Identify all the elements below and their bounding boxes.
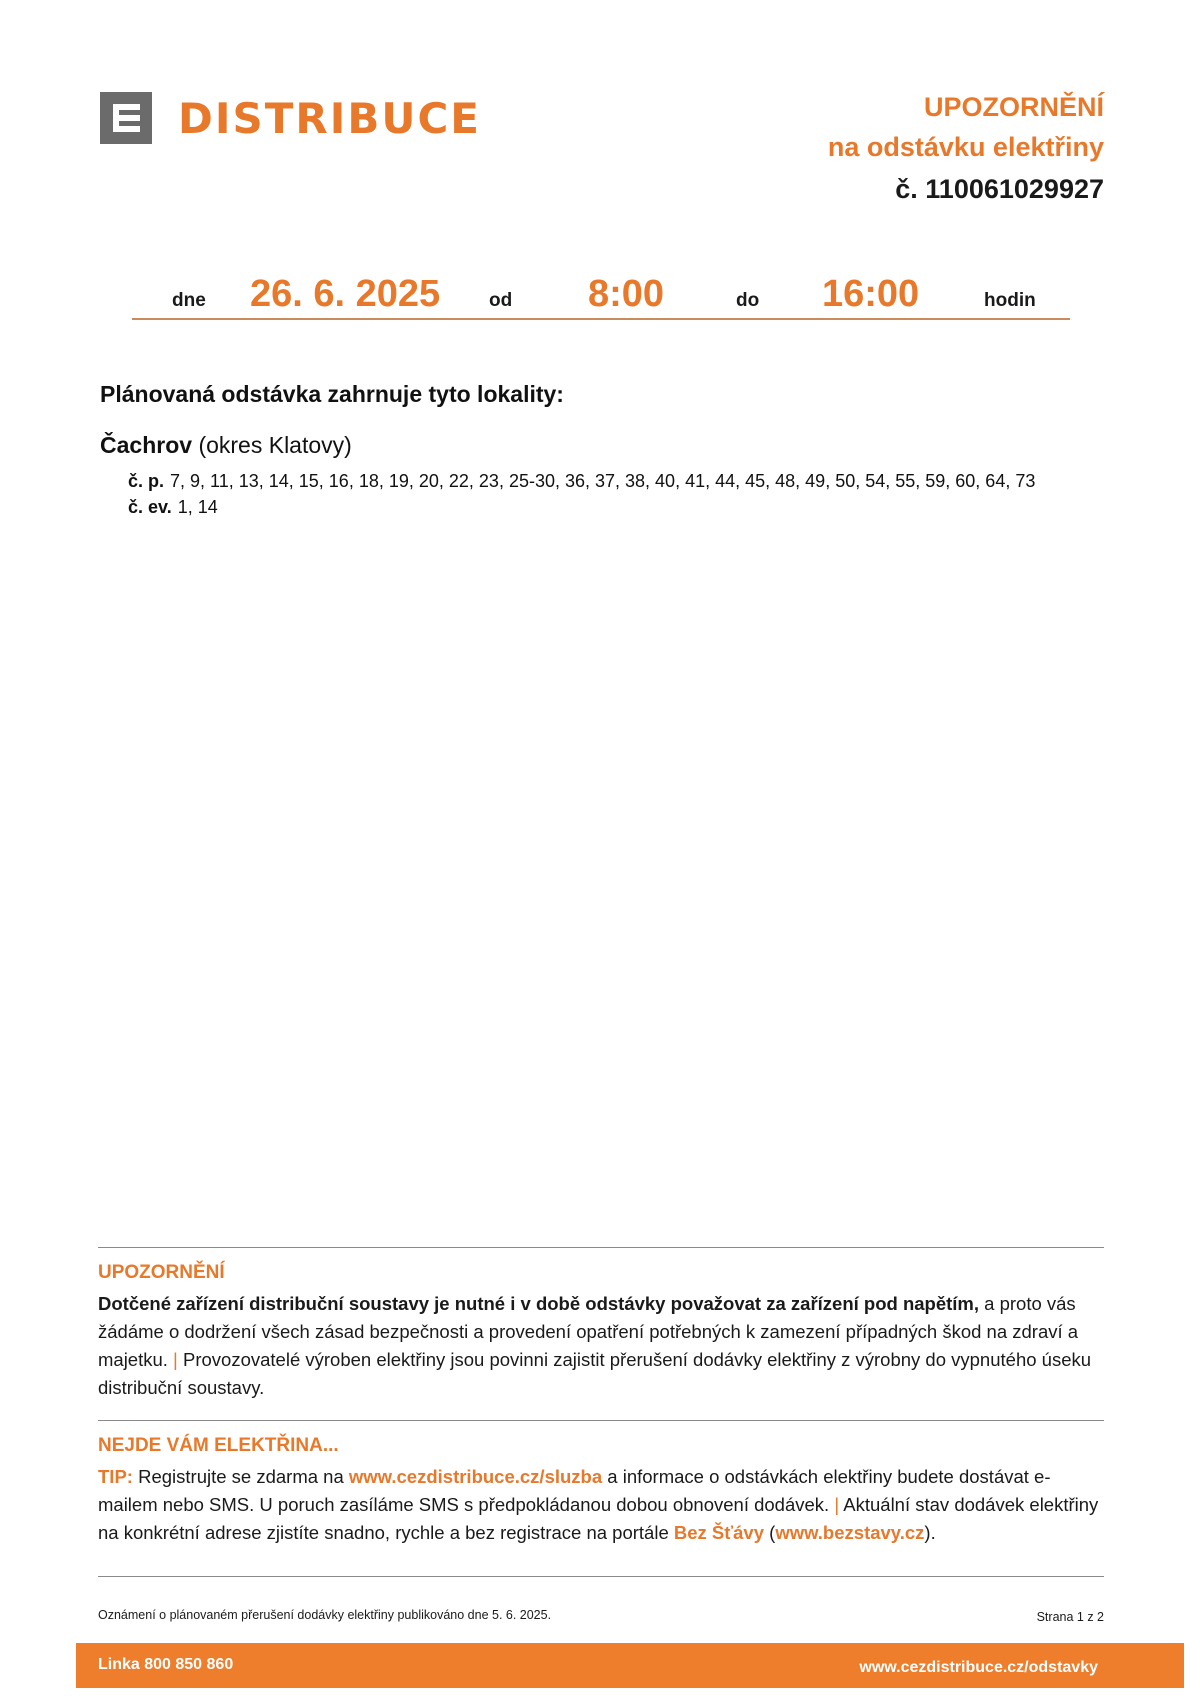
warning-text-2: Provozovatelé výroben elektřiny jsou povinni zajistit přerušení dodávky elektřiny z výrobny do vypnutého úseku distribuční soustavy.	[98, 1349, 1092, 1398]
registration-link[interactable]: www.cezdistribuce.cz/sluzba	[348, 1466, 603, 1487]
cp-values: 7, 9, 11, 13, 14, 15, 16, 18, 19, 20, 22, 23, 25-30, 36, 37, 38, 40, 41, 44, 45, 48, 49, 50, 54, 55, 59, 60, 64, 73	[170, 471, 1036, 491]
warning-text	[98, 1290, 1108, 1402]
tip-text-4: (	[764, 1522, 776, 1543]
tip-label: TIP:	[98, 1466, 133, 1487]
to-time: 16:00	[822, 273, 920, 315]
place-name: Čachrov	[100, 432, 193, 458]
publication-note: Oznámení o plánovaném přerušení dodávky elektřiny publikováno dne 5. 6. 2025.	[98, 1608, 552, 1622]
notice-title: UPOZORNĚNÍ	[923, 92, 1104, 122]
locations-title: Plánovaná odstávka zahrnuje tyto lokality:	[100, 381, 564, 407]
from-time: 8:00	[588, 273, 665, 315]
cez-logo-icon	[100, 92, 152, 144]
ev-values: 1, 14	[177, 497, 218, 517]
hours-label: hodin	[984, 290, 1036, 311]
hotline: Linka 800 850 860	[98, 1656, 234, 1673]
cp-label: č. p.	[128, 471, 165, 491]
warning-text-1: a proto vás žádáme o dodržení všech zásad bezpečnosti a provedení opatření potřebných k zamezení případných škod na zdraví a majetku.	[98, 1293, 1079, 1370]
tip-text-1: Registrujte se zdarma na	[132, 1466, 349, 1487]
brand-logo	[100, 92, 481, 144]
notice-number: č. 110061029927	[895, 174, 1104, 204]
divider	[98, 1576, 1104, 1577]
outage-schedule	[132, 268, 1070, 320]
tip-text-5: ).	[924, 1522, 936, 1543]
separator: |	[829, 1494, 844, 1515]
page-number: Strana 1 z 2	[1036, 1610, 1104, 1624]
footer-bar	[76, 1643, 1184, 1688]
no-power-text	[98, 1463, 1108, 1547]
address-list	[128, 468, 1098, 520]
ev-label: č. ev.	[128, 497, 172, 517]
from-label: od	[489, 290, 513, 311]
day-label: dne	[172, 290, 206, 311]
outage-date: 26. 6. 2025	[250, 273, 441, 315]
divider	[98, 1420, 1104, 1421]
tip-text-3: Aktuální stav dodávek elektřiny na konkrétní adrese zjistíte snadno, rychle a bez registrace na portále	[98, 1494, 1099, 1543]
brand-name: DISTRIBUCE	[178, 93, 481, 143]
warning-title: UPOZORNĚNÍ	[98, 1262, 225, 1283]
separator: |	[167, 1349, 184, 1370]
tip-text-2: a informace o odstávkách elektřiny budete dostávat e-mailem nebo SMS. U poruch zasíláme SMS s předpokládanou dobou obnovení dodávek.	[98, 1466, 1051, 1515]
footer-website-link[interactable]: www.cezdistribuce.cz/odstavky	[859, 1659, 1098, 1676]
no-power-title: NEJDE VÁM ELEKTŘINA...	[98, 1435, 339, 1456]
list-item	[128, 494, 1098, 520]
location-name	[100, 432, 352, 459]
schedule-underline	[132, 318, 1070, 320]
notice-subtitle: na odstávku elektřiny	[827, 132, 1104, 162]
district-name: (okres Klatovy)	[198, 432, 352, 458]
list-item	[128, 468, 1098, 494]
warning-bold-text: Dotčené zařízení distribuční soustavy je nutné i v době odstávky považovat za zařízení pod napětím,	[98, 1293, 980, 1314]
portal-link[interactable]: www.bezstavy.cz	[775, 1522, 925, 1543]
notice-header	[828, 88, 1104, 210]
portal-name: Bez Šťávy	[673, 1522, 764, 1543]
to-label: do	[736, 290, 760, 311]
divider	[98, 1247, 1104, 1248]
